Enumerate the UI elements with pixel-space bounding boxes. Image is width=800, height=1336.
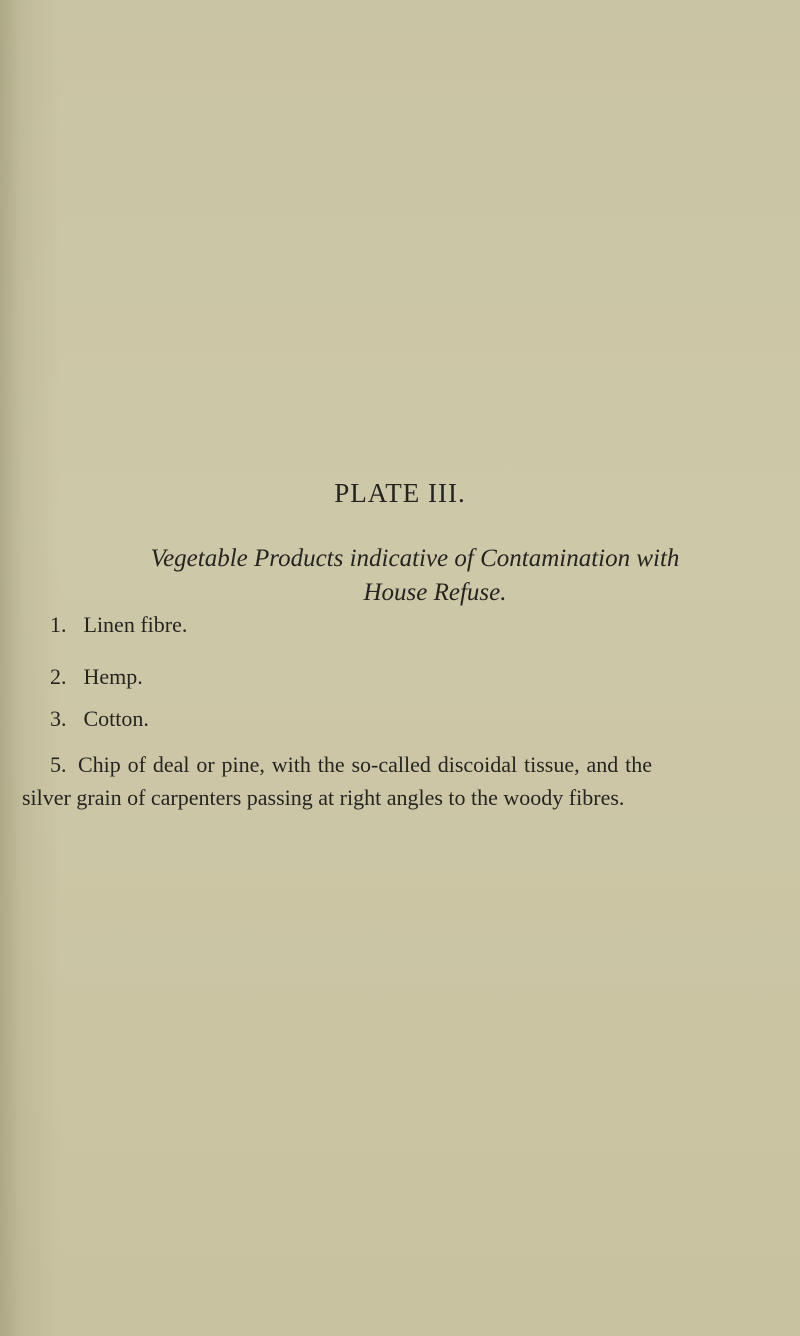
item-text: Hemp. bbox=[83, 664, 143, 689]
list-item bbox=[50, 612, 187, 638]
paragraph-number: 5. bbox=[50, 752, 67, 777]
item-number: 1. bbox=[50, 612, 67, 637]
plate-subtitle bbox=[0, 542, 800, 610]
description-paragraph bbox=[22, 748, 652, 814]
item-number: 2. bbox=[50, 664, 67, 689]
subtitle-line-2: House Refuse. bbox=[363, 579, 507, 606]
list-item bbox=[50, 706, 149, 732]
paragraph-text: Chip of deal or pine, with the so-called discoidal tissue, and the silver grain of carpenters passing at right angles to the woody fibres. bbox=[22, 752, 652, 810]
item-number: 3. bbox=[50, 706, 67, 731]
list-item bbox=[50, 664, 143, 690]
subtitle-line-1: Vegetable Products indicative of Contamination with bbox=[150, 545, 680, 572]
item-text: Cotton. bbox=[83, 706, 149, 731]
plate-title: PLATE III. bbox=[334, 478, 466, 508]
item-text: Linen fibre. bbox=[83, 612, 188, 637]
